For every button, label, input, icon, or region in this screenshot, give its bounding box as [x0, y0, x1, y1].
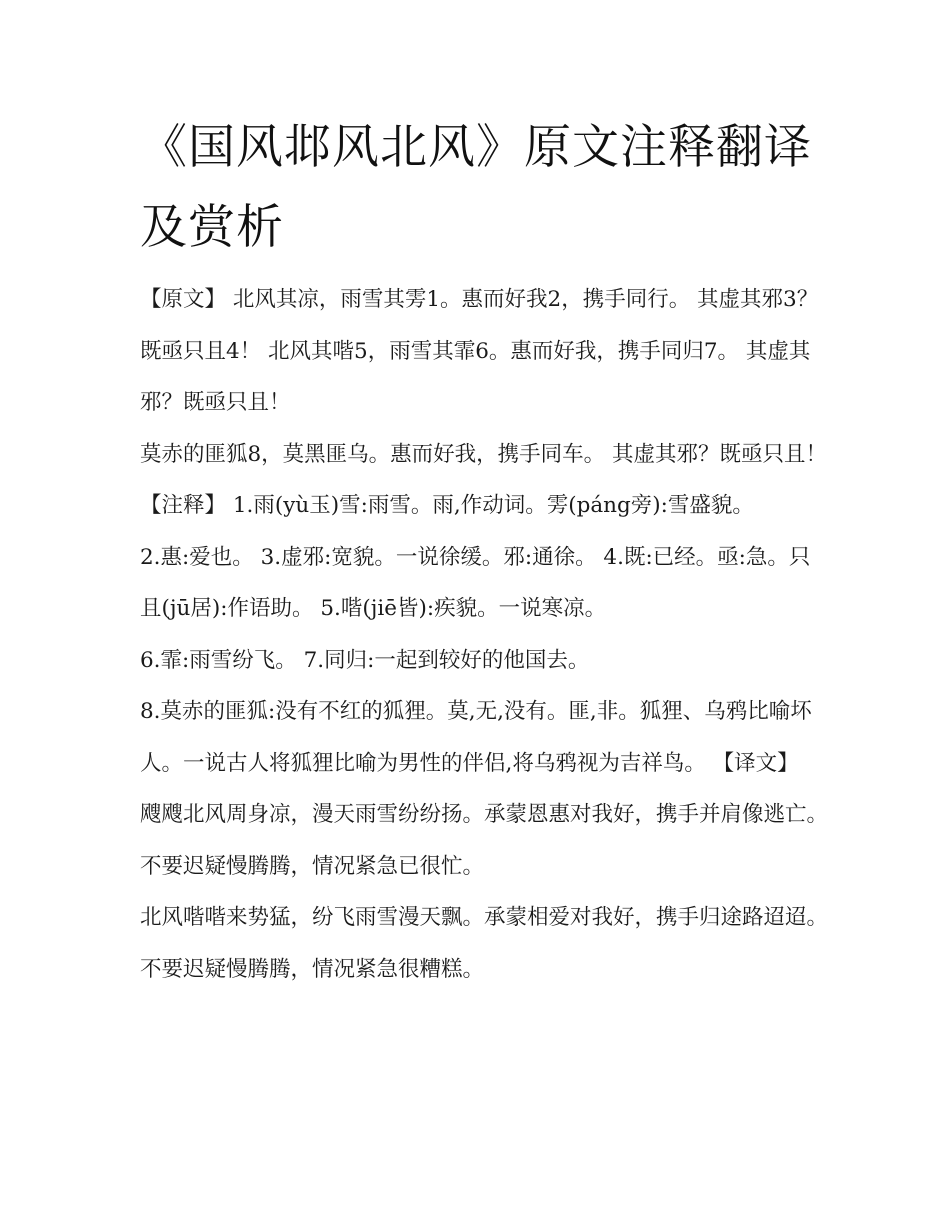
document-title: 《国风邶风北风》原文注释翻译及赏析: [140, 120, 812, 255]
paragraph-note-8: 8.莫赤的匪狐:没有不红的狐狸。莫,无,没有。匪,非。狐狸、乌鸦比喻坏人。一说古人将狐狸比喻为男性的伴侣,将乌鸦视为吉祥鸟。 【译文】: [140, 699, 812, 776]
paragraph-translation-2: 北风喈喈来势猛，纷飞雨雪漫天飘。承蒙相爱对我好，携手归途路迢迢。 不要迟疑慢腾腾，情况紧急很糟糕。: [140, 905, 829, 982]
paragraph-translation-1: 飕飕北风周身凉，漫天雨雪纷纷扬。承蒙恩惠对我好，携手并肩像逃亡。 不要迟疑慢腾腾，情况紧急已很忙。: [140, 802, 829, 879]
paragraph-original-and-notes: 莫赤的匪狐8，莫黑匪乌。惠而好我，携手同车。 其虚其邪？既亟只且！ 【注释】 1.雨(yù玉)雪:雨雪。雨,作动词。雱(páng旁):雪盛貌。: [140, 441, 828, 518]
paragraph-original-text: 【原文】 北风其凉，雨雪其雱1。惠而好我2，携手同行。 其虚其邪3？既亟只且4！ 北风其喈5，雨雪其霏6。惠而好我，携手同归7。 其虚其邪？既亟只且！: [140, 287, 819, 415]
paragraph-notes-6-7: 6.霏:雨雪纷飞。 7.同归:一起到较好的他国去。: [140, 647, 590, 673]
document-body: [140, 274, 830, 995]
paragraph-notes-2-5: 2.惠:爱也。 3.虚邪:宽貌。一说徐缓。邪:通徐。 4.既:已经。亟:急。只且(jū居):作语助。 5.喈(jiē皆):疾貌。一说寒凉。: [140, 544, 811, 621]
